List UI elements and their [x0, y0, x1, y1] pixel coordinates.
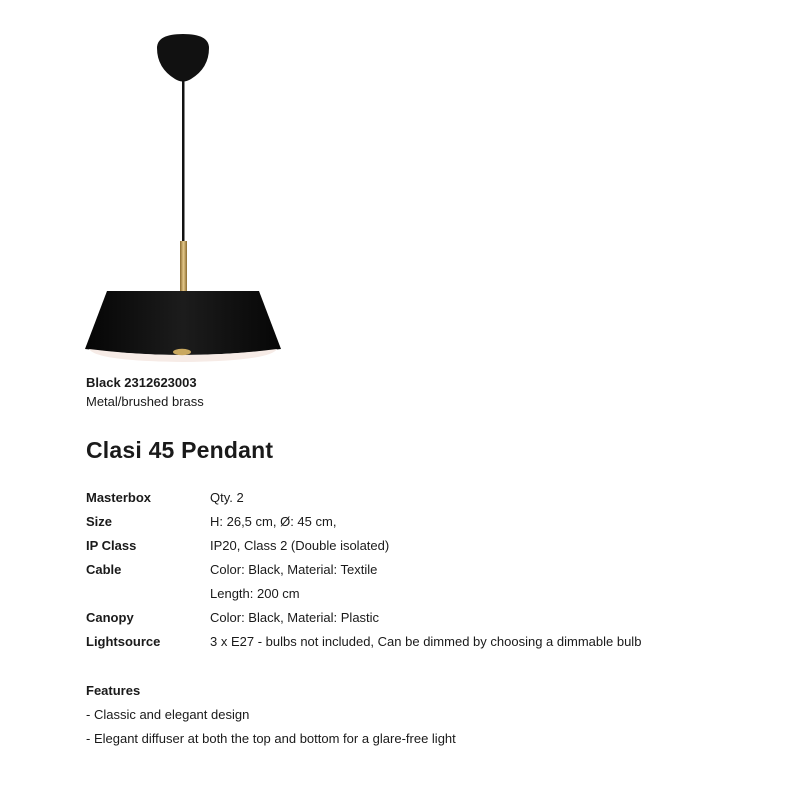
spec-value: Color: Black, Material: Plastic — [210, 610, 380, 625]
spec-label: IP Class — [86, 538, 137, 553]
spec-value: Color: Black, Material: Textile — [210, 562, 378, 577]
spec-row — [86, 582, 641, 606]
spec-row — [86, 486, 641, 510]
diffuser-center-cap — [173, 349, 191, 355]
canopy — [157, 34, 209, 82]
spec-label: Masterbox — [86, 490, 152, 505]
spec-value: 3 x E27 - bulbs not included, Can be dimmed by choosing a dimmable bulb — [210, 634, 642, 649]
pendant-lamp-image — [80, 28, 290, 368]
spec-value: IP20, Class 2 (Double isolated) — [210, 538, 390, 553]
spec-label: Cable — [86, 562, 122, 577]
lamp-shade — [85, 291, 281, 355]
feature-item: - Elegant diffuser at both the top and bottom for a glare-free light — [86, 731, 456, 746]
product-title: Clasi 45 Pendant — [86, 437, 274, 463]
brass-rod — [180, 241, 187, 291]
spec-row — [86, 534, 641, 558]
spec-row — [86, 606, 641, 630]
features-heading: Features — [86, 683, 141, 698]
spec-value: Qty. 2 — [210, 490, 244, 505]
spec-label — [86, 582, 210, 606]
spec-table — [86, 486, 641, 654]
spec-row — [86, 558, 641, 582]
spec-label: Canopy — [86, 610, 134, 625]
spec-value: H: 26,5 cm, Ø: 45 cm, — [210, 514, 337, 529]
spec-row — [86, 510, 641, 534]
features-section — [86, 679, 456, 751]
material-text: Metal/brushed brass — [86, 394, 204, 409]
spec-label: Lightsource — [86, 634, 161, 649]
spec-label: Size — [86, 514, 113, 529]
spec-row — [86, 630, 641, 654]
variant-code: Black 2312623003 — [86, 375, 197, 390]
spec-value: Length: 200 cm — [210, 586, 300, 601]
feature-item: - Classic and elegant design — [86, 707, 250, 722]
variant-info — [86, 373, 204, 411]
cable — [182, 78, 185, 242]
